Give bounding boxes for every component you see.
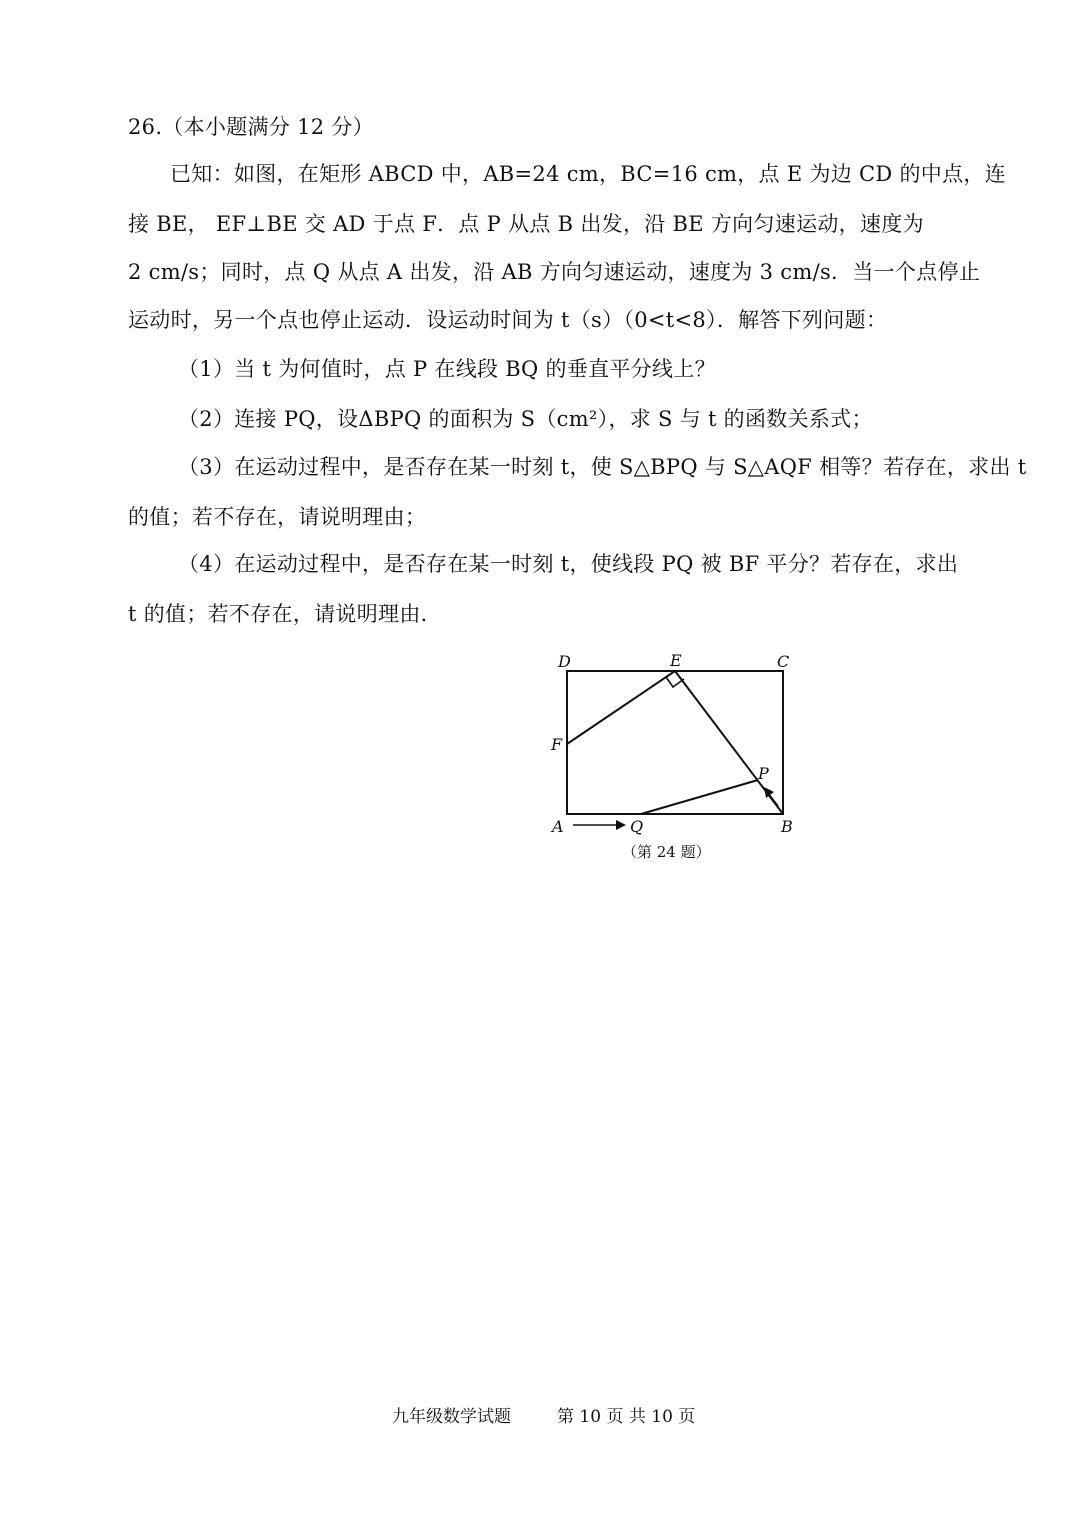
- segment-pq: [641, 780, 758, 814]
- problem-text-line-1: 已知：如图，在矩形 ABCD 中，AB=24 cm，BC=16 cm，点 E 为边 CD 的中点，连: [170, 162, 1006, 186]
- label-p: P: [758, 764, 769, 783]
- label-b: B: [781, 817, 793, 836]
- question-1: （1）当 t 为何值时，点 P 在线段 BQ 的垂直平分线上？: [178, 357, 716, 381]
- rectangle-abcd: [567, 671, 783, 814]
- arrow-head-q: [616, 820, 626, 830]
- label-f: F: [551, 735, 563, 754]
- problem-text-line-2: 接 BE， EF⊥BE 交 AD 于点 F．点 P 从点 B 出发，沿 BE 方向匀速运动，速度为: [128, 212, 924, 236]
- geometry-figure: [540, 648, 810, 868]
- label-e: E: [670, 651, 682, 670]
- question-2: （2）连接 PQ，设ΔBPQ 的面积为 S（cm²），求 S 与 t 的函数关系式；: [178, 407, 873, 431]
- label-d: D: [558, 652, 571, 671]
- footer-page-number: 第 10 页 共 10 页: [557, 1407, 696, 1427]
- question-4-line-1: （4）在运动过程中，是否存在某一时刻 t，使线段 PQ 被 BF 平分？若存在，求出: [178, 552, 959, 576]
- question-3-line-2: 的值；若不存在，请说明理由；: [128, 505, 427, 529]
- label-q: Q: [630, 817, 644, 836]
- label-a: A: [552, 817, 564, 836]
- problem-text-line-4: 运动时，另一个点也停止运动．设运动时间为 t（s）（0<t<8）．解答下列问题：: [128, 308, 888, 332]
- figure-caption: （第 24 题）: [622, 843, 711, 861]
- segment-ef: [567, 671, 675, 744]
- label-c: C: [777, 652, 790, 671]
- footer-subject: 九年级数学试题: [392, 1407, 511, 1427]
- question-3-line-1: （3）在运动过程中，是否存在某一时刻 t，使 S△BPQ 与 S△AQF 相等？若存在，求出 t: [178, 455, 1027, 479]
- page-footer: [392, 1405, 695, 1429]
- problem-text-line-3: 2 cm/s；同时，点 Q 从点 A 出发，沿 AB 方向匀速运动，速度为 3 cm/s．当一个点停止: [128, 260, 981, 284]
- question-4-line-2: t 的值；若不存在，请说明理由．: [128, 602, 442, 626]
- problem-title: 26.（本小题满分 12 分）: [128, 115, 374, 139]
